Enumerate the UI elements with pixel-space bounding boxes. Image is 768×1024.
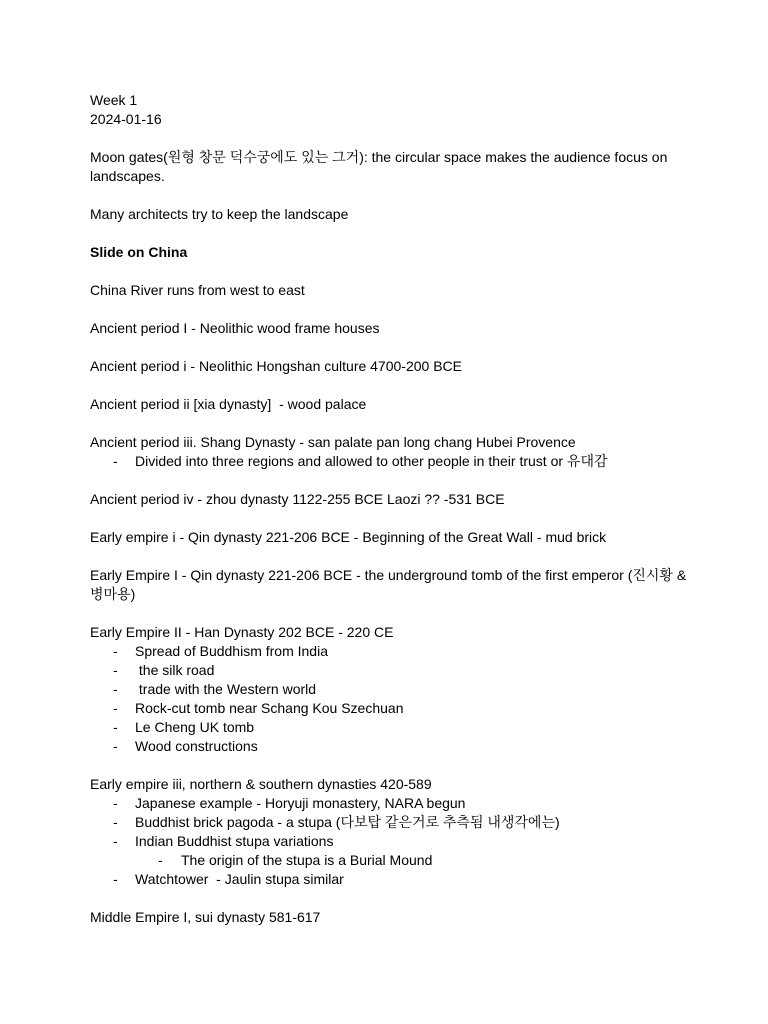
list-item-text: the silk road: [135, 662, 215, 678]
list-item-text: Divided into three regions and allowed to other people in their trust or 유대감: [135, 453, 608, 469]
list-item-text: Spread of Buddhism from India: [135, 643, 328, 659]
early-empire-I: Early Empire I - Qin dynasty 221-206 BCE - the underground tomb of the first emperor (진시황 & 병마용): [90, 567, 691, 602]
list-item: [90, 452, 690, 471]
slide-heading: Slide on China: [90, 244, 188, 260]
list-item: [90, 813, 690, 832]
ancient-period-iv: Ancient period iv - zhou dynasty 1122-255 BCE Laozi ?? -531 BCE: [90, 491, 505, 507]
ancient-period-iii: Ancient period iii. Shang Dynasty - san palate pan long chang Hubei Provence: [90, 434, 576, 450]
week-label: Week 1: [90, 92, 138, 108]
moon-gates-paragraph: Moon gates(원형 창문 덕수궁에도 있는 그거): the circular space makes the audience focus on landscapes.: [90, 149, 672, 184]
list-item: [90, 718, 690, 737]
bullet-dash: -: [113, 662, 118, 678]
list-item-text: Indian Buddhist stupa variations: [135, 833, 334, 849]
bullet-dash: -: [113, 700, 118, 716]
list-item: [90, 737, 690, 756]
bullet-dash: -: [113, 795, 118, 811]
bullet-dash: -: [113, 643, 118, 659]
list-item: [90, 832, 690, 851]
list-item-text: The origin of the stupa is a Burial Mound: [181, 852, 433, 868]
list-item: [90, 794, 690, 813]
nested-list-item: [90, 851, 690, 870]
bullet-dash: -: [113, 871, 118, 887]
list-item: [90, 642, 690, 661]
list-item-text: Japanese example - Horyuji monastery, NARA begun: [135, 795, 466, 811]
list-item-text: Buddhist brick pagoda - a stupa (다보탑 같은거로 추측됨 내생각에는): [135, 814, 560, 830]
list-item-text: Rock-cut tomb near Schang Kou Szechuan: [135, 700, 404, 716]
ancient-period-1: Ancient period I - Neolithic wood frame houses: [90, 320, 380, 336]
list-item-text: Wood constructions: [135, 738, 258, 754]
list-item: [90, 661, 690, 680]
middle-empire-I: Middle Empire I, sui dynasty 581-617: [90, 909, 321, 925]
bullet-dash: -: [113, 719, 118, 735]
early-empire-II: Early Empire II - Han Dynasty 202 BCE - 220 CE: [90, 624, 394, 640]
bullet-dash: -: [113, 738, 118, 754]
list-item: [90, 870, 690, 889]
date-label: 2024-01-16: [90, 111, 162, 127]
document-page: [90, 91, 690, 927]
bullet-dash: -: [113, 453, 118, 469]
ancient-period-i: Ancient period i - Neolithic Hongshan culture 4700-200 BCE: [90, 358, 462, 374]
list-item: [90, 680, 690, 699]
bullet-dash: -: [113, 814, 118, 830]
bullet-dash: -: [113, 681, 118, 697]
architects-paragraph: Many architects try to keep the landscape: [90, 206, 349, 222]
early-empire-i: Early empire i - Qin dynasty 221-206 BCE - Beginning of the Great Wall - mud brick: [90, 529, 607, 545]
list-item-text: Le Cheng UK tomb: [135, 719, 255, 735]
bullet-dash: -: [113, 833, 118, 849]
bullet-dash: -: [158, 852, 163, 868]
list-item: [90, 699, 690, 718]
list-item-text: Watchtower - Jaulin stupa similar: [135, 871, 344, 887]
list-item-text: trade with the Western world: [135, 681, 317, 697]
early-empire-iii: Early empire iii, northern & southern dynasties 420-589: [90, 776, 432, 792]
ancient-period-ii: Ancient period ii [xia dynasty] - wood palace: [90, 396, 367, 412]
river-paragraph: China River runs from west to east: [90, 282, 305, 298]
